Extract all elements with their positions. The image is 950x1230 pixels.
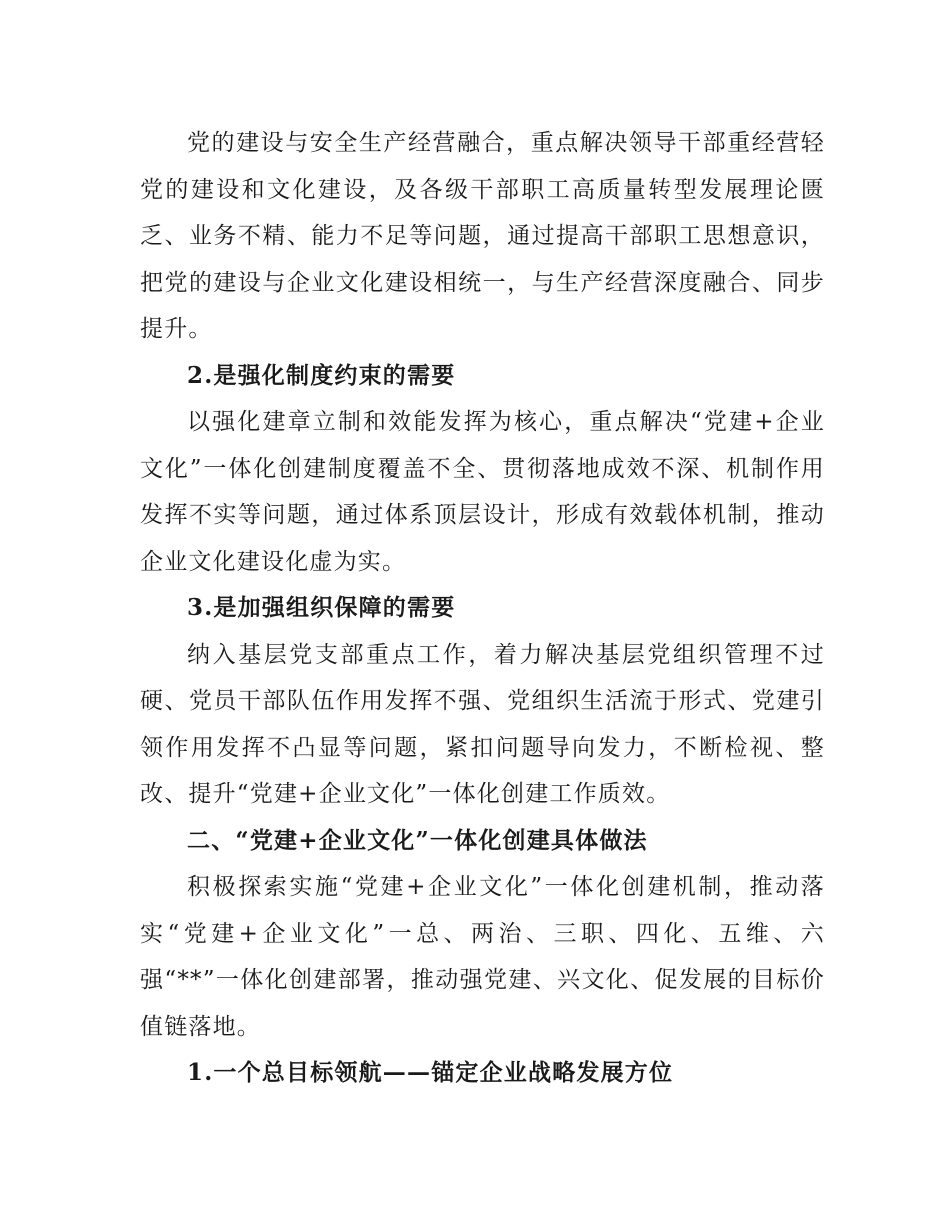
heading-section-two-practices: 二、“党建+企业文化”一体化创建具体做法: [187, 826, 648, 854]
paragraph-organization-guarantee: 纳入基层党支部重点工作，着力解决基层党组织管理不过硬、党员干部队伍作用发挥不强、党组织生活流于形式、党建引领作用发挥不凸显等问题，紧扣问题导向发力，不断检视、整改、提升“党建+企业文化”一体化创建工作质效。: [140, 641, 825, 807]
document-page: [140, 120, 825, 1097]
paragraph-party-building-integration: 党的建设与安全生产经营融合，重点解决领导干部重经营轻党的建设和文化建设，及各级干部职工高质量转型发展理论匮乏、业务不精、能力不足等问题，通过提高干部职工思想意识，把党的建设与企业文化建设相统一，与生产经营深度融合、同步提升。: [140, 130, 825, 342]
heading-overall-goal: 1.一个总目标领航——锚定企业战略发展方位: [187, 1059, 674, 1086]
paragraph-section-two-intro: 积极探索实施“党建+企业文化”一体化创建机制，推动落实“党建+企业文化”一总、两治、三职、四化、五维、六强“**”一体化创建部署，推动强党建、兴文化、促发展的目标价值链落地。: [140, 874, 825, 1040]
heading-system-constraint: 2.是强化制度约束的需要: [187, 361, 456, 389]
paragraph-system-constraint: 以强化建章立制和效能发挥为核心，重点解决“党建+企业文化”一体化创建制度覆盖不全、贯彻落地成效不深、机制作用发挥不实等问题，通过体系顶层设计，形成有效载体机制，推动企业文化建设化虚为实。: [140, 409, 825, 575]
heading-organization-guarantee: 3.是加强组织保障的需要: [187, 594, 456, 621]
